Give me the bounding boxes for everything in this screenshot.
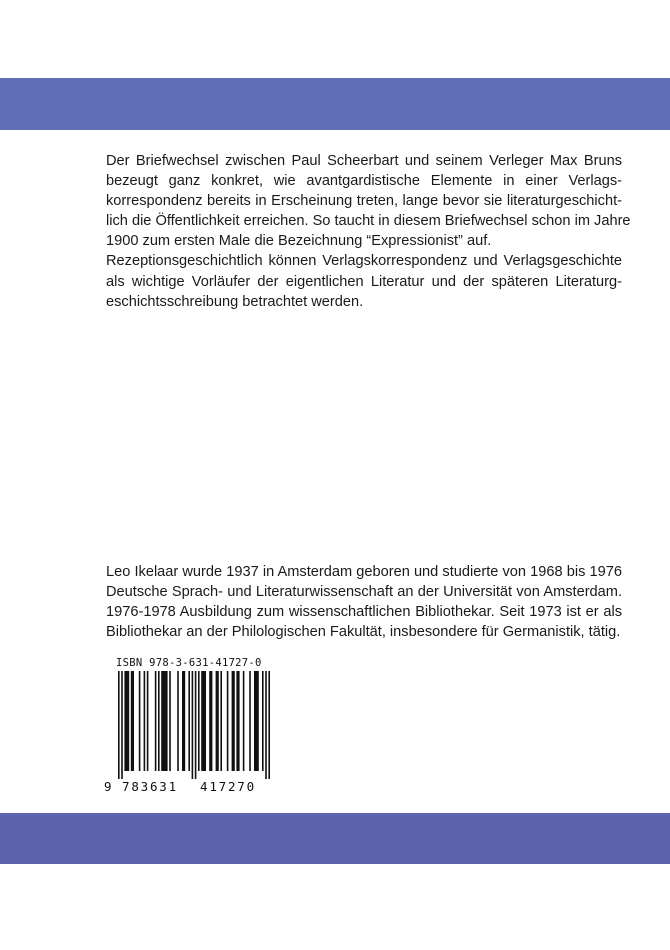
- barcode-bar: [201, 671, 206, 771]
- blurb-line: als wichtige Vorläufer der eigentlichen Literatur und der späteren Literaturg-: [106, 273, 622, 290]
- ean-left-digits: 783631: [122, 779, 178, 794]
- blurb-line: 1900 zum ersten Male die Bezeichnung “Expressionist” auf.: [106, 233, 492, 250]
- bio-line: 1976-1978 Ausbildung zum wissenschaftlichen Bibliothekar. Seit 1973 ist er als: [106, 604, 622, 621]
- barcode-bar: [144, 671, 146, 771]
- barcode-bar: [169, 671, 171, 771]
- barcode-bar: [188, 671, 190, 771]
- barcode-bar: [209, 671, 212, 771]
- isbn-barcode: [104, 657, 276, 797]
- ean-right-digits: 417270: [200, 779, 256, 794]
- barcode-bars: [104, 671, 276, 779]
- barcode-bar: [195, 671, 197, 779]
- barcode-bar: [254, 671, 259, 771]
- barcode-bar: [161, 671, 167, 771]
- bio-line: Bibliothekar an der Philologischen Fakultät, insbesondere für Germanistik, tätig.: [106, 624, 621, 641]
- bio-line: Deutsche Sprach- und Literaturwissenschaft an der Universität von Amsterdam.: [106, 584, 622, 601]
- barcode-bar: [121, 671, 123, 779]
- barcode-bar: [182, 671, 185, 771]
- barcode-bar: [216, 671, 219, 771]
- bio-line: Leo Ikelaar wurde 1937 in Amsterdam geboren und studierte von 1968 bis 1976: [106, 564, 622, 580]
- barcode-bar: [262, 671, 264, 771]
- blurb-text: [106, 151, 631, 312]
- barcode-bar: [198, 671, 200, 771]
- blurb-line: korrespondenz bereits in Erscheinung treten, lange bevor sie literaturgeschicht-: [106, 193, 622, 210]
- barcode-bar: [177, 671, 179, 771]
- bottom-color-band: [0, 813, 670, 864]
- barcode-bar: [139, 671, 141, 771]
- barcode-bar: [227, 671, 229, 771]
- barcode-bar: [268, 671, 270, 779]
- barcode-bar: [220, 671, 222, 771]
- barcode-bar: [147, 671, 149, 771]
- blurb-line: Rezeptionsgeschichtlich können Verlagskorrespondenz und Verlagsgeschichte: [106, 253, 622, 270]
- barcode-bar: [131, 671, 134, 771]
- blurb-line: lich die Öffentlichkeit erreichen. So taucht in diesem Briefwechsel schon im Jahre: [106, 213, 631, 230]
- ean-first-digit: 9: [104, 779, 112, 794]
- barcode-bar: [192, 671, 194, 779]
- barcode-bar: [118, 671, 120, 779]
- barcode-bar: [158, 671, 160, 771]
- blurb-line: Der Briefwechsel zwischen Paul Scheerbart und seinem Verleger Max Bruns: [106, 153, 622, 169]
- barcode-bar: [155, 671, 157, 771]
- top-color-band: [0, 78, 670, 130]
- blurb-line: eschichtsschreibung betrachtet werden.: [106, 293, 364, 310]
- barcode-bar: [232, 671, 235, 771]
- isbn-label: ISBN 978-3-631-41727-0: [116, 657, 262, 669]
- barcode-bar: [249, 671, 251, 771]
- barcode-bar: [265, 671, 267, 779]
- author-bio: [106, 562, 622, 642]
- barcode-bar: [243, 671, 245, 771]
- barcode-bar: [124, 671, 129, 771]
- blurb-line: bezeugt ganz konkret, wie avantgardistische Elemente in einer Verlags-: [106, 173, 622, 190]
- barcode-bar: [236, 671, 239, 771]
